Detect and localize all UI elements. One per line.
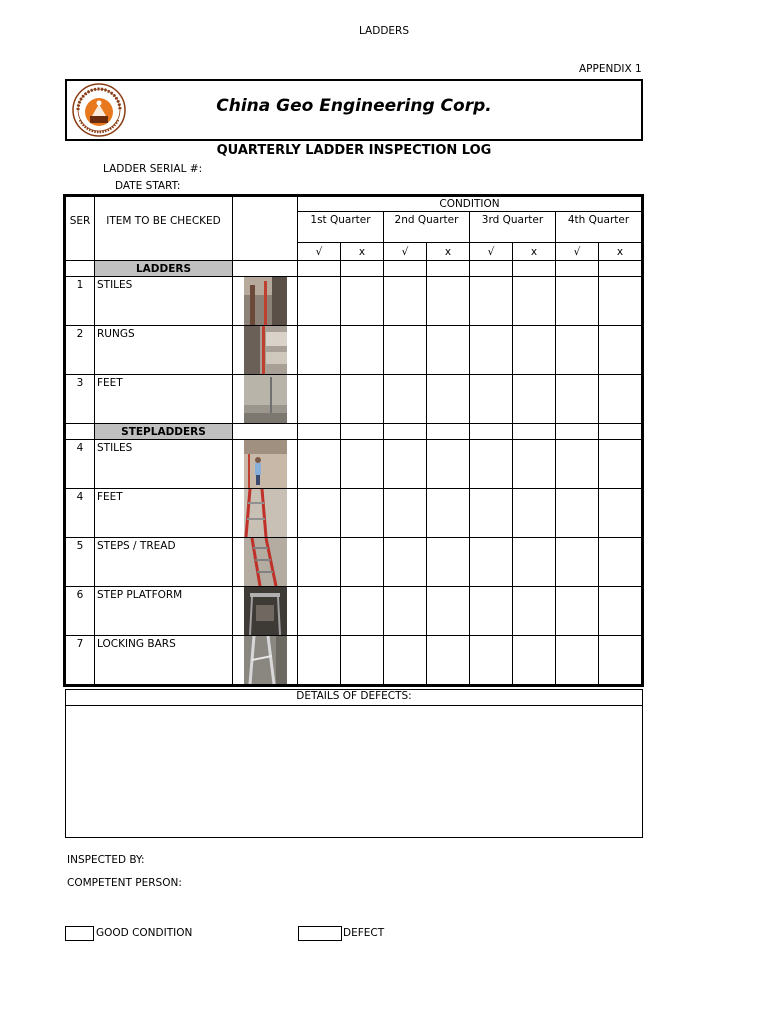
check-cell[interactable]: [341, 489, 384, 538]
row-item: STILES: [95, 440, 233, 489]
check-cell[interactable]: [427, 636, 470, 685]
good-condition-label: GOOD CONDITION: [96, 927, 193, 939]
row-item: FEET: [95, 375, 233, 424]
check-cell[interactable]: [384, 587, 427, 636]
row-ser: 3: [66, 375, 95, 424]
row-ser: 4: [66, 440, 95, 489]
check-cell[interactable]: [470, 538, 513, 587]
section-row-ladders: [66, 261, 642, 277]
quarter-header-3: 3rd Quarter: [470, 212, 556, 243]
section-label-stepladders: STEPLADDERS: [95, 424, 233, 440]
check-cell[interactable]: [599, 538, 642, 587]
row-ser: 7: [66, 636, 95, 685]
good-mark: √: [384, 243, 427, 261]
row-ser: 4: [66, 489, 95, 538]
check-cell[interactable]: [599, 587, 642, 636]
check-cell[interactable]: [341, 538, 384, 587]
check-cell[interactable]: [384, 538, 427, 587]
check-cell[interactable]: [341, 326, 384, 375]
check-cell[interactable]: [298, 489, 341, 538]
check-cell[interactable]: [341, 440, 384, 489]
check-cell[interactable]: [298, 326, 341, 375]
bad-mark: x: [513, 243, 556, 261]
check-cell[interactable]: [513, 375, 556, 424]
check-cell[interactable]: [427, 538, 470, 587]
row-item: LOCKING BARS: [95, 636, 233, 685]
check-cell[interactable]: [470, 440, 513, 489]
check-cell[interactable]: [427, 375, 470, 424]
company-name: China Geo Engineering Corp.: [216, 96, 492, 116]
table-row: [66, 326, 642, 375]
col-header-photo: [233, 197, 298, 261]
table-row: [66, 587, 642, 636]
table-row: [66, 375, 642, 424]
check-cell[interactable]: [513, 587, 556, 636]
check-cell[interactable]: [384, 489, 427, 538]
bad-mark: x: [599, 243, 642, 261]
stepladder-steps-photo: [233, 538, 298, 587]
col-header-item: ITEM TO BE CHECKED: [95, 197, 233, 261]
check-cell[interactable]: [298, 440, 341, 489]
section-label-ladders: LADDERS: [95, 261, 233, 277]
stepladder-stiles-photo: [233, 440, 298, 489]
stepladder-feet-photo: [233, 489, 298, 538]
quarter-header-1: 1st Quarter: [298, 212, 384, 243]
stepladder-locking-bars-photo: [233, 636, 298, 685]
section-row-stepladders: [66, 424, 642, 440]
col-header-ser: SER: [66, 197, 95, 261]
check-cell[interactable]: [427, 489, 470, 538]
check-cell[interactable]: [427, 587, 470, 636]
check-cell[interactable]: [298, 587, 341, 636]
row-ser: 6: [66, 587, 95, 636]
document-header-label: LADDERS: [358, 25, 410, 37]
check-cell[interactable]: [513, 489, 556, 538]
inspected-by-label: INSPECTED BY:: [67, 854, 145, 866]
appendix-label: APPENDIX 1: [579, 63, 642, 75]
check-cell[interactable]: [513, 277, 556, 326]
check-cell[interactable]: [513, 440, 556, 489]
good-mark: √: [470, 243, 513, 261]
defect-label: DEFECT: [343, 927, 385, 939]
form-title: QUARTERLY LADDER INSPECTION LOG: [216, 143, 492, 158]
row-item: RUNGS: [95, 326, 233, 375]
inspection-table: [65, 196, 642, 685]
check-cell[interactable]: [427, 326, 470, 375]
check-cell[interactable]: [384, 277, 427, 326]
ladder-feet-photo: [233, 375, 298, 424]
table-row: [66, 277, 642, 326]
ladder-serial-label: LADDER SERIAL #:: [103, 163, 203, 175]
check-cell[interactable]: [427, 440, 470, 489]
row-item: FEET: [95, 489, 233, 538]
ladder-rungs-photo: [233, 326, 298, 375]
check-cell[interactable]: [599, 326, 642, 375]
bad-mark: x: [341, 243, 384, 261]
check-cell[interactable]: [513, 326, 556, 375]
check-cell[interactable]: [384, 440, 427, 489]
check-cell[interactable]: [556, 636, 599, 685]
check-cell[interactable]: [513, 538, 556, 587]
stepladder-platform-photo: [233, 587, 298, 636]
row-item: STILES: [95, 277, 233, 326]
check-cell[interactable]: [470, 636, 513, 685]
check-cell[interactable]: [298, 277, 341, 326]
check-cell[interactable]: [341, 277, 384, 326]
check-cell[interactable]: [599, 636, 642, 685]
check-cell[interactable]: [556, 375, 599, 424]
row-item: STEP PLATFORM: [95, 587, 233, 636]
check-cell[interactable]: [556, 440, 599, 489]
check-cell[interactable]: [298, 538, 341, 587]
table-row: [66, 440, 642, 489]
check-cell[interactable]: [556, 326, 599, 375]
check-cell[interactable]: [298, 636, 341, 685]
defects-label: DETAILS OF DEFECTS:: [65, 689, 643, 706]
defects-textarea[interactable]: [65, 689, 643, 838]
check-cell[interactable]: [470, 375, 513, 424]
good-mark: √: [556, 243, 599, 261]
check-cell[interactable]: [599, 489, 642, 538]
check-cell[interactable]: [384, 375, 427, 424]
check-cell[interactable]: [513, 636, 556, 685]
ladder-stiles-photo: [233, 277, 298, 326]
competent-person-label: COMPETENT PERSON:: [67, 877, 182, 889]
check-cell[interactable]: [341, 375, 384, 424]
check-cell[interactable]: [298, 375, 341, 424]
row-ser: 1: [66, 277, 95, 326]
check-cell[interactable]: [470, 587, 513, 636]
row-ser: 2: [66, 326, 95, 375]
defect-swatch: [298, 926, 342, 941]
check-cell[interactable]: [384, 326, 427, 375]
good-mark: √: [298, 243, 341, 261]
table-row: [66, 636, 642, 685]
quarter-header-4: 4th Quarter: [556, 212, 642, 243]
table-row: [66, 489, 642, 538]
quarter-header-2: 2nd Quarter: [384, 212, 470, 243]
check-cell[interactable]: [599, 375, 642, 424]
check-cell[interactable]: [341, 636, 384, 685]
saudi-arabia-seal-logo: [68, 82, 130, 138]
table-row: [66, 538, 642, 587]
check-cell[interactable]: [384, 636, 427, 685]
check-cell[interactable]: [599, 440, 642, 489]
check-cell[interactable]: [599, 277, 642, 326]
check-cell[interactable]: [470, 489, 513, 538]
row-ser: 5: [66, 538, 95, 587]
check-cell[interactable]: [341, 587, 384, 636]
check-cell[interactable]: [470, 277, 513, 326]
check-cell[interactable]: [470, 326, 513, 375]
col-header-condition: CONDITION: [298, 197, 642, 212]
check-cell[interactable]: [427, 277, 470, 326]
check-cell[interactable]: [556, 587, 599, 636]
check-cell[interactable]: [556, 538, 599, 587]
row-item: STEPS / TREAD: [95, 538, 233, 587]
check-cell[interactable]: [556, 277, 599, 326]
bad-mark: x: [427, 243, 470, 261]
good-condition-swatch: [65, 926, 94, 941]
date-start-label: DATE START:: [115, 180, 181, 192]
check-cell[interactable]: [556, 489, 599, 538]
